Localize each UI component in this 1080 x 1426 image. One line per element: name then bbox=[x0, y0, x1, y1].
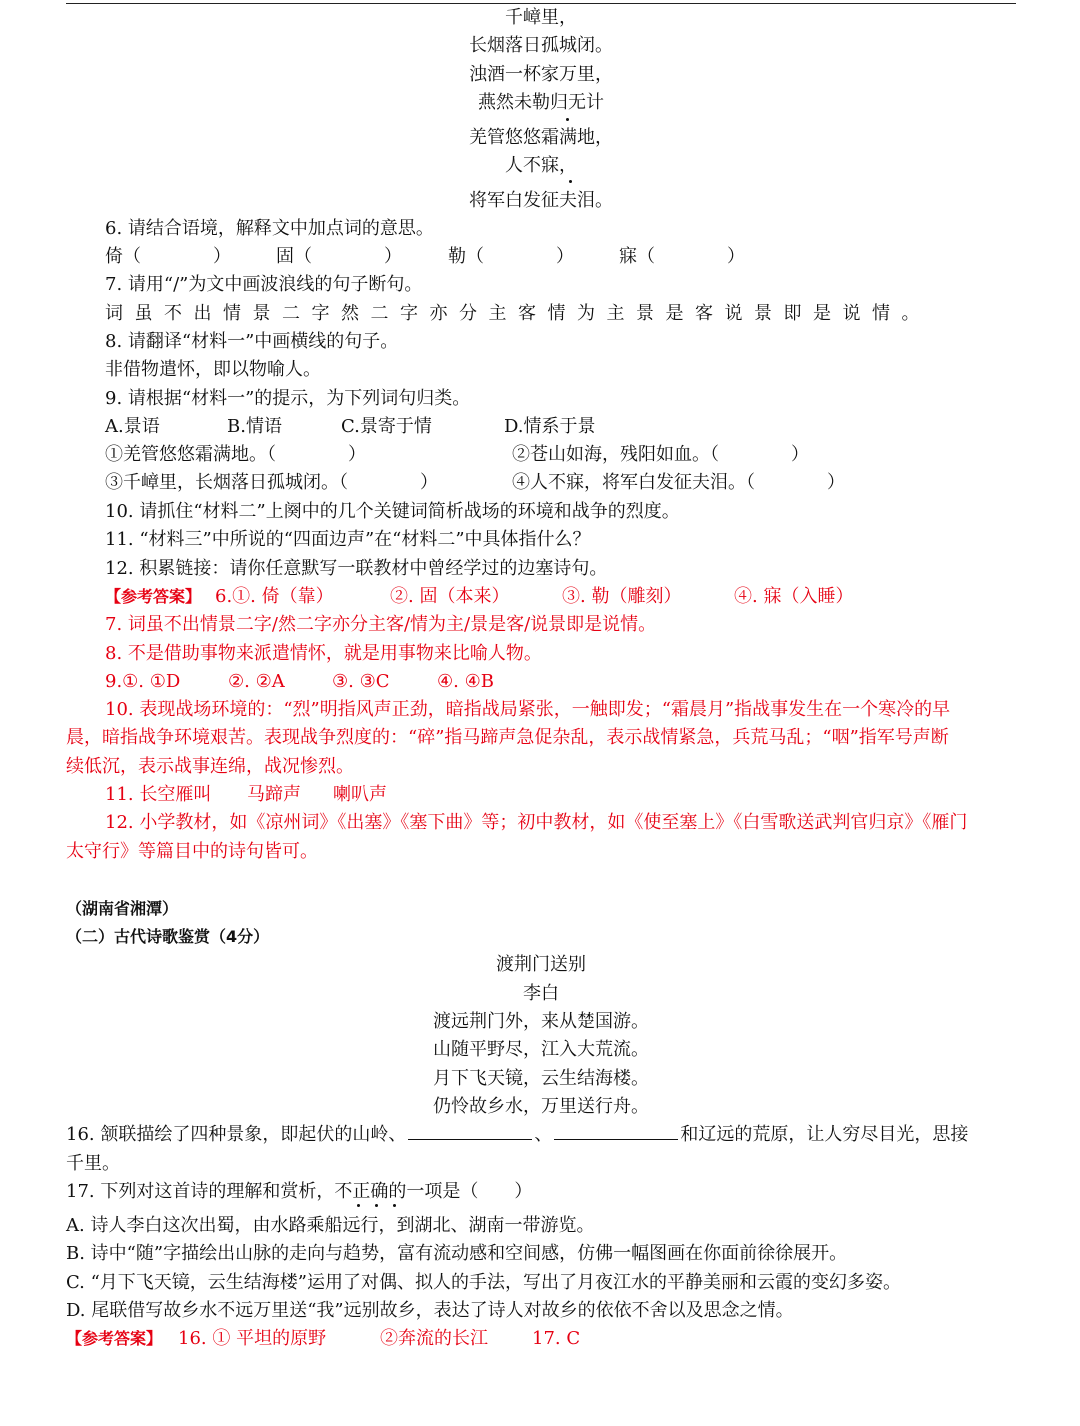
poem-line: 渡远荆门外，来从楚国游。 bbox=[433, 1011, 649, 1032]
answer-label: 【参考答案】 bbox=[66, 1329, 163, 1348]
question-12: 12. 积累链接：请你任意默写一联教材中曾经学过的边塞诗句。 bbox=[105, 558, 608, 579]
q9-option: C.景寄于情 bbox=[341, 416, 432, 437]
q9-option: B.情语 bbox=[227, 416, 282, 437]
question-6: 6. 请结合语境，解释文中加点词的意思。 bbox=[105, 218, 434, 239]
answer-11: 喇叭声 bbox=[333, 784, 387, 805]
answer-9: ④. ④B bbox=[437, 671, 494, 692]
emphasis-dot bbox=[375, 1204, 378, 1207]
answer-12-line: 太守行》等篇目中的诗句皆可。 bbox=[66, 841, 318, 862]
question-16-cont: 千里。 bbox=[66, 1153, 120, 1174]
answer-11: 11. 长空雁叫 bbox=[105, 784, 212, 805]
poem-line: 羌管悠悠霜满地， bbox=[469, 127, 613, 148]
section-heading: （二）古代诗歌鉴赏（4分） bbox=[66, 927, 270, 946]
q7-sentence: 词虽不出情景二字然二字亦分主客情为主景是客说景即是说情。 bbox=[105, 303, 931, 324]
question-7: 7. 请用“/”为文中画波浪线的句子断句。 bbox=[105, 274, 423, 295]
poem-line: 浊酒一杯家万里， bbox=[469, 64, 613, 85]
emphasis-dot bbox=[357, 1204, 360, 1207]
q6-blank: 倚（ ） bbox=[105, 246, 231, 267]
q17-option: D. 尾联借写故乡水不远万里送“我”远别故乡，表达了诗人对故乡的依依不舍以及思念之情。 bbox=[66, 1300, 794, 1321]
q9-item: ①羌管悠悠霜满地。（ ） bbox=[105, 444, 366, 465]
emphasis-dot bbox=[566, 118, 569, 121]
poem-author: 李白 bbox=[523, 983, 559, 1004]
answer-8: 8. 不是借助事物来派遣情怀，就是用事物来比喻人物。 bbox=[105, 643, 542, 664]
q6-blank: 固（ ） bbox=[276, 246, 402, 267]
answer-16: ②奔流的长江 bbox=[380, 1328, 488, 1349]
poem-line: 长烟落日孤城闭。 bbox=[469, 35, 613, 56]
answer-6: 6.①. 倚（靠） bbox=[215, 586, 334, 607]
poem-title: 渡荆门送别 bbox=[496, 954, 586, 975]
q9-item: ③千嶂里，长烟落日孤城闭。（ ） bbox=[105, 472, 438, 493]
answer-9: ③. ③C bbox=[332, 671, 390, 692]
answer-12-line: 12. 小学教材，如《凉州词》《出塞》《塞下曲》等；初中教材，如《使至塞上》《白雪歌送武判官归京》《雁门 bbox=[105, 812, 968, 833]
poem-line: 燕然未勒归无计 bbox=[478, 92, 604, 113]
q9-option: A.景语 bbox=[105, 416, 160, 437]
poem-line: 山随平野尽，江入大荒流。 bbox=[433, 1039, 649, 1060]
q17-option: B. 诗中“随”字描绘出山脉的走向与趋势，富有流动感和空间感，仿佛一幅图画在你面前徐徐展开。 bbox=[66, 1243, 848, 1264]
answer-10-line: 10. 表现战场环境的：“烈”明指风声正劲，暗指战局紧张，一触即发；“霜晨月”指战事发生在一个寒冷的早 bbox=[105, 699, 951, 720]
question-8: 8. 请翻译“材料一”中画横线的句子。 bbox=[105, 331, 399, 352]
answer-6: ②. 固（本来） bbox=[390, 586, 510, 607]
q17-option: C. “月下飞天镜，云生结海楼”运用了对偶、拟人的手法，写出了月夜江水的平静美丽和云霞的变幻多姿。 bbox=[66, 1272, 901, 1293]
poem-line: 将军白发征夫泪。 bbox=[469, 190, 613, 211]
q16-text: 、 bbox=[534, 1124, 553, 1145]
answer-10-line: 续低沉，表示战事连绵，战况惨烈。 bbox=[66, 756, 354, 777]
answer-16: 16. ① 平坦的原野 bbox=[178, 1328, 327, 1349]
answer-17: 17. C bbox=[532, 1328, 581, 1349]
q6-blank: 勒（ ） bbox=[448, 246, 574, 267]
emphasis-dot bbox=[393, 1204, 396, 1207]
header-rule bbox=[66, 3, 1016, 4]
q8-sentence: 非借物遣怀，即以物喻人。 bbox=[105, 359, 321, 380]
q6-blank: 寐（ ） bbox=[619, 246, 745, 267]
question-17: 17. 下列对这首诗的理解和赏析，不正确的一项是（ ） bbox=[66, 1181, 533, 1202]
poem-line: 人不寐， bbox=[505, 155, 577, 176]
fill-blank[interactable] bbox=[408, 1124, 532, 1140]
q16-text: 16. 颔联描绘了四种景象，即起伏的山岭、 bbox=[66, 1124, 407, 1145]
emphasis-dot bbox=[569, 180, 572, 183]
answer-9: ②. ②A bbox=[228, 671, 285, 692]
answer-label: 【参考答案】 bbox=[105, 587, 202, 606]
answer-7: 7. 词虽不出情景二字/然二字亦分主客/情为主/景是客/说景即是说情。 bbox=[105, 614, 657, 635]
fill-blank[interactable] bbox=[554, 1124, 678, 1140]
q9-option: D.情系于景 bbox=[504, 416, 596, 437]
question-10: 10. 请抓住“材料二”上阕中的几个关键词简析战场的环境和战争的烈度。 bbox=[105, 501, 680, 522]
question-16 bbox=[66, 1124, 968, 1146]
q9-item: ④人不寐，将军白发征夫泪。（ ） bbox=[512, 472, 845, 493]
answer-10-line: 晨，暗指战争环境艰苦。表现战争烈度的：“碎”指马蹄声急促杂乱，表示战情紧急，兵荒马乱；“咽”指军号声断 bbox=[66, 727, 949, 748]
poem-line: 千嶂里， bbox=[505, 7, 577, 28]
answer-6: ③. 勒（雕刻） bbox=[562, 586, 682, 607]
answer-11: 马蹄声 bbox=[247, 784, 301, 805]
source-label: （湖南省湘潭） bbox=[66, 899, 179, 918]
poem-line: 月下飞天镜，云生结海楼。 bbox=[433, 1068, 649, 1089]
q9-item: ②苍山如海，残阳如血。（ ） bbox=[512, 444, 809, 465]
q17-option: A. 诗人李白这次出蜀，由水路乘船远行，到湖北、湖南一带游览。 bbox=[66, 1215, 595, 1236]
q16-text: 和辽远的荒原，让人穷尽目光，思接 bbox=[680, 1124, 969, 1145]
answer-9: 9.①. ①D bbox=[105, 671, 181, 692]
poem-line: 仍怜故乡水，万里送行舟。 bbox=[433, 1096, 649, 1117]
answer-6: ④. 寐（入睡） bbox=[734, 586, 854, 607]
question-9: 9. 请根据“材料一”的提示，为下列词句归类。 bbox=[105, 388, 471, 409]
question-11: 11. “材料三”中所说的“四面边声”在“材料二”中具体指什么？ bbox=[105, 529, 591, 550]
